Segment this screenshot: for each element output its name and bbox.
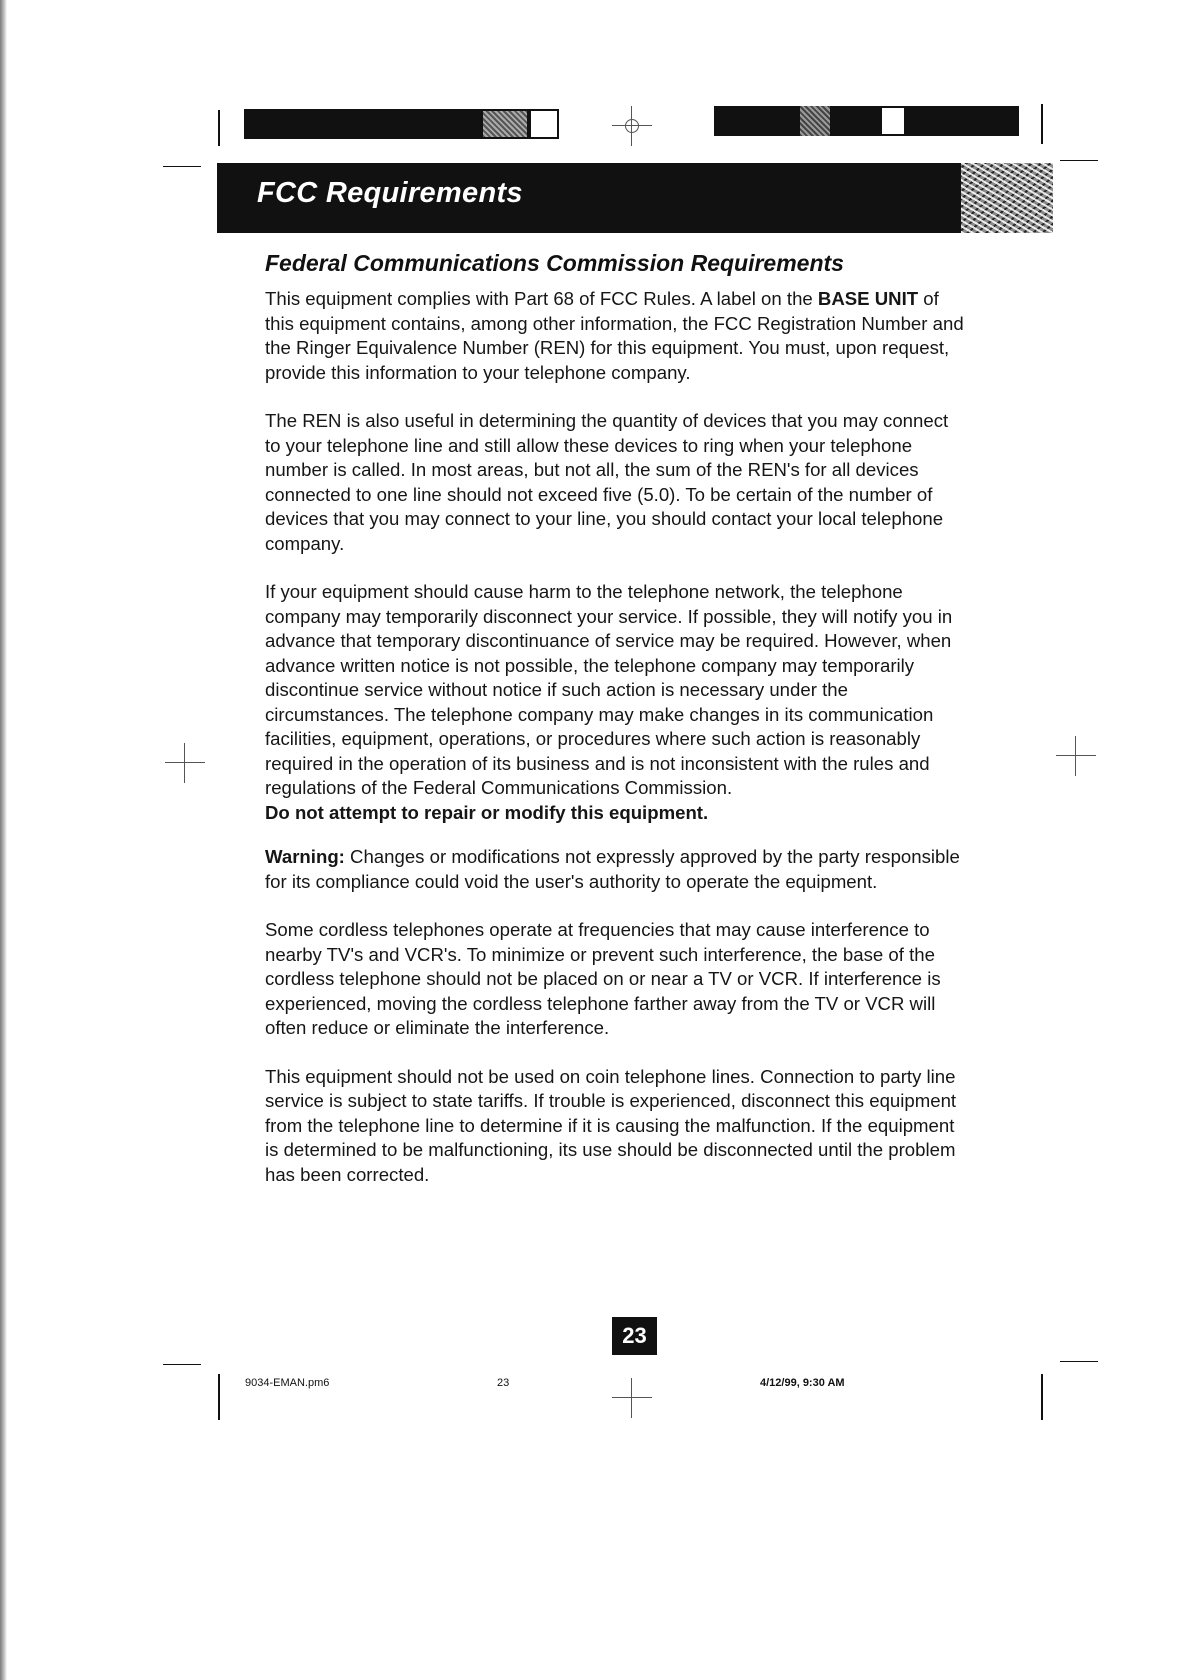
page-title: FCC Requirements [257, 177, 523, 209]
crop-mark [1060, 1361, 1098, 1362]
crop-mark [163, 1364, 201, 1365]
warning-label: Warning: [265, 846, 345, 867]
paragraph-text: of this equipment contains, among other information, the FCC Registration Number and the Ringer Equivalence Number (REN) for this equipment. You must, upon request, provide this information to your telephone company. [265, 288, 964, 383]
scan-edge [0, 0, 7, 1680]
page-number: 23 [612, 1317, 657, 1355]
section-banner [217, 163, 1053, 233]
banner-texture [961, 163, 1053, 233]
paragraph-coin-lines: This equipment should not be used on coin telephone lines. Connection to party line service is subject to state tariffs. If trouble is experienced, disconnect this equipment from the telephone line to determine if it is causing the malfunction. If the equipment is determined to be malfunctioning, its use should be disconnected until the problem has been corrected. [265, 1065, 957, 1185]
paragraph-warning [265, 845, 965, 894]
crosshair-icon [1056, 736, 1096, 776]
crosshair-icon [612, 1378, 652, 1418]
crop-mark [163, 166, 201, 167]
crop-mark [1041, 1374, 1043, 1420]
section-heading: Federal Communications Commission Requirements [265, 250, 844, 276]
main-content [265, 250, 965, 1211]
crosshair-icon [612, 106, 652, 146]
slug-page-number: 23 [497, 1377, 510, 1389]
paragraph-label-info [265, 287, 965, 385]
registration-gap [882, 108, 904, 134]
paragraph-network-harm [265, 580, 965, 825]
registration-gap [529, 111, 557, 137]
paragraph-ren: The REN is also useful in determining the quantity of devices that you may connect to your telephone line and still allow these devices to ring when your telephone number is called. In most areas, but not all, the sum of the REN's for all devices connected to one line should not exceed five (5.0). To be certain of the number of devices that you may connect to your line, you should contact your local telephone company. [265, 410, 949, 554]
registration-hatch [800, 106, 830, 136]
file-name: 9034-EMAN.pm6 [245, 1377, 330, 1389]
paragraph-interference: Some cordless telephones operate at frequencies that may cause interference to nearby TV's and VCR's. To minimize or prevent such interference, the base of the cordless telephone should not be placed on or near a TV or VCR. If interference is experienced, moving the cordless telephone farther away from the TV or VCR will often reduce or eliminate the interference. [265, 919, 941, 1038]
registration-hatch [483, 111, 527, 137]
registration-bar-right [714, 106, 1019, 136]
crop-mark [1060, 160, 1098, 161]
crop-mark [1041, 104, 1043, 144]
registration-bar-left [244, 109, 559, 139]
paragraph-text: Changes or modifications not expressly approved by the party responsible for its compliance could void the user's authority to operate the equipment. [265, 846, 960, 892]
crosshair-icon [165, 743, 205, 783]
crop-mark [218, 1374, 220, 1420]
timestamp: 4/12/99, 9:30 AM [760, 1377, 845, 1389]
paragraph-text: This equipment complies with Part 68 of FCC Rules. A label on the [265, 288, 818, 309]
base-unit-label: BASE UNIT [817, 288, 919, 309]
repair-notice: Do not attempt to repair or modify this equipment. [265, 801, 709, 823]
paragraph-text: If your equipment should cause harm to the telephone network, the telephone company may temporarily disconnect your service. If possible, they will notify you in advance that temporary discontinuance of service may be required. However, when advance written notice is not possible, the telephone company may temporarily discontinue service without notice if such action is necessary under the circumstances. The telephone company may make changes in its communication facilities, equipment, operations, or procedures where such action is reasonably required in the operation of its business and is not inconsistent with the rules and regulations of the Federal Communications Commission. [265, 581, 953, 798]
crop-mark [218, 110, 220, 146]
